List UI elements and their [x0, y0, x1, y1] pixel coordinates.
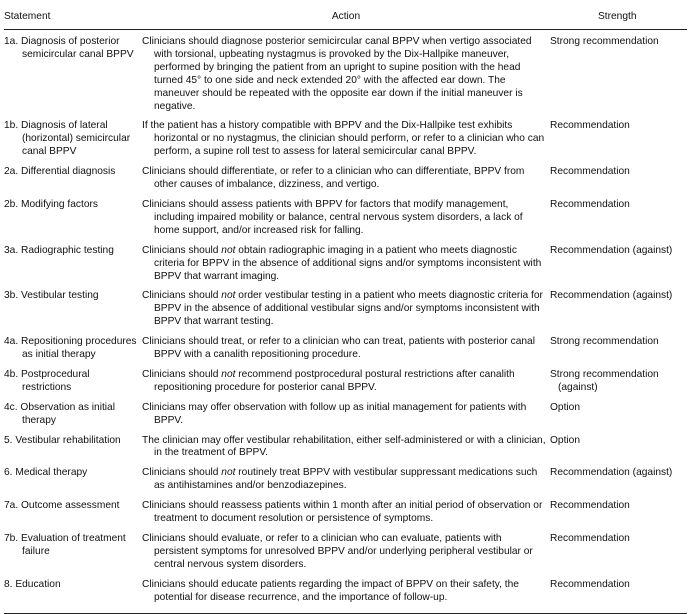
statement-cell: 7b. Evaluation of treatment failure — [4, 533, 126, 557]
action-text-pre: Clinicians may offer observation with follow up as initial management for patients with BPPV. — [142, 401, 527, 426]
table-row — [4, 164, 687, 197]
table-row — [4, 197, 687, 243]
action-text-pre: Clinicians should differentiate, or refer to a clinician who can differentiate, BPPV from other causes of imbalance, dizziness, and vertigo. — [142, 166, 525, 191]
action-text-post: obtain radiographic imaging in a patient who meets diagnostic criteria for BPPV in the absence of additional signs and/or symptoms inconsistent with BPPV that warrant imaging. — [154, 244, 542, 282]
action-cell — [142, 465, 550, 498]
strength-cell: Recommendation (against) — [550, 290, 673, 302]
action-cell — [142, 243, 550, 289]
action-text-pre: Clinicians should — [142, 290, 222, 302]
header-action: Action — [142, 3, 550, 30]
action-cell — [142, 334, 550, 367]
table-row — [4, 243, 687, 289]
action-text-post: order vestibular testing in a patient who meets diagnostic criteria for BPPV in the absence of additional vestibular signs and/or symptoms inconsistent with BPPV that warrant testing. — [154, 290, 543, 328]
table-row — [4, 367, 687, 400]
statement-cell: 6. Medical therapy — [4, 467, 88, 479]
table-row — [4, 577, 687, 613]
table-row — [4, 465, 687, 498]
action-cell — [142, 164, 550, 197]
statement-cell: 2a. Differential diagnosis — [4, 166, 116, 178]
action-text-pre: Clinicians should educate patients regarding the impact of BPPV on their safety, the potential for disease recurrence, and the importance of follow-up. — [142, 578, 519, 603]
action-text-emph: not — [221, 467, 236, 479]
action-text-pre: Clinicians should diagnose posterior semicircular canal BPPV when vertigo associated with torsional, upbeating nystagmus is provoked by the Dix-Hallpike maneuver, performed by bringing the patient from an upright to supine position with the head turned 45° to one side and neck extended 20° with the affected ear down. The maneuver should be repeated with the opposite ear down if the initial maneuver is negative. — [142, 36, 532, 112]
table-row — [4, 334, 687, 367]
header-row — [4, 3, 687, 30]
strength-cell: Strong recommendation — [550, 36, 659, 47]
strength-cell: Recommendation — [550, 120, 630, 132]
statement-cell: 4c. Observation as initial therapy — [4, 401, 115, 426]
action-text-pre: The clinician may offer vestibular rehabilitation, either self-administered or with a clinician, in the treatment of BPPV. — [142, 434, 546, 459]
action-cell — [142, 400, 550, 433]
action-text-post: routinely treat BPPV with vestibular suppressant medications such as antihistamines and/or benzodiazepines. — [154, 467, 538, 492]
action-text-pre: Clinicians should treat, or refer to a clinician who can treat, patients with posterior canal BPPV with a canalith repositioning procedure. — [142, 336, 535, 361]
statement-cell: 1a. Diagnosis of posterior semicircular canal BPPV — [4, 36, 134, 60]
action-text-pre: Clinicians should — [142, 467, 222, 479]
strength-cell: Recommendation — [550, 533, 630, 544]
table-row — [4, 498, 687, 531]
action-text-pre: If the patient has a history compatible with BPPV and the Dix-Hallpike test exhibits horizontal or no nystagmus, the clinician should perform, or refer to a clinician who can perform, a supine roll test to assess for lateral semicircular canal BPPV. — [142, 120, 545, 158]
action-cell — [142, 118, 550, 164]
strength-cell: Strong recommendation — [550, 336, 659, 348]
strength-cell: Recommendation — [550, 577, 687, 613]
statement-cell: 8. Education — [4, 577, 142, 613]
action-cell — [142, 197, 550, 243]
action-cell — [142, 367, 550, 400]
table-row — [4, 288, 687, 334]
strength-cell: Recommendation (against) — [550, 467, 673, 479]
statement-cell: 7a. Outcome assessment — [4, 500, 120, 512]
action-text-pre: Clinicians should assess patients with BPPV for factors that modify management, including impaired mobility or balance, central nervous system disorders, a lack of home support, and/or increased risk for falling. — [142, 198, 523, 236]
guideline-table — [4, 3, 687, 614]
action-text-emph: not — [221, 290, 236, 302]
action-text-post: recommend postprocedural postural restrictions after canalith repositioning procedure for posterior canal BPPV. — [154, 368, 515, 393]
strength-cell: Option — [550, 401, 581, 413]
strength-cell: Strong recommendation (against) — [550, 368, 659, 393]
action-text-emph: not — [221, 368, 236, 380]
header-strength: Strength — [550, 3, 687, 30]
strength-cell: Recommendation — [550, 198, 630, 210]
action-text-pre: Clinicians should evaluate, or refer to a clinician who can evaluate, patients with persistent symptoms for unresolved BPPV and/or underlying peripheral vestibular or central nervous system disorders. — [142, 533, 533, 570]
action-cell — [142, 288, 550, 334]
table-row — [4, 118, 687, 164]
strength-cell: Recommendation — [550, 500, 630, 512]
table-row — [4, 400, 687, 433]
action-cell — [142, 531, 550, 577]
action-text-pre: Clinicians should — [142, 368, 222, 380]
strength-cell: Recommendation — [550, 166, 630, 178]
table-row — [4, 30, 687, 119]
table-body — [4, 30, 687, 614]
action-cell — [142, 577, 550, 613]
action-text-emph: not — [221, 244, 236, 256]
table-row — [4, 433, 687, 466]
action-text-pre: Clinicians should — [142, 244, 222, 256]
strength-cell: Recommendation (against) — [550, 244, 673, 256]
statement-cell: 3b. Vestibular testing — [4, 290, 99, 302]
statement-cell: 4a. Repositioning procedures as initial therapy — [4, 336, 137, 361]
strength-cell: Option — [550, 434, 581, 446]
table-row — [4, 531, 687, 577]
statement-cell: 5. Vestibular rehabilitation — [4, 434, 121, 446]
table-header — [4, 3, 687, 30]
action-cell — [142, 498, 550, 531]
header-statement: Statement — [4, 3, 142, 30]
action-cell — [142, 433, 550, 466]
statement-cell: 3a. Radiographic testing — [4, 244, 114, 256]
action-text-pre: Clinicians should reassess patients within 1 month after an initial period of observation or treatment to document resolution or persistence of symptoms. — [142, 500, 543, 525]
statement-cell: 1b. Diagnosis of lateral (horizontal) semicircular canal BPPV — [4, 120, 131, 158]
statement-cell: 4b. Postprocedural restrictions — [4, 368, 90, 393]
statement-cell: 2b. Modifying factors — [4, 198, 98, 210]
action-cell — [142, 30, 550, 119]
